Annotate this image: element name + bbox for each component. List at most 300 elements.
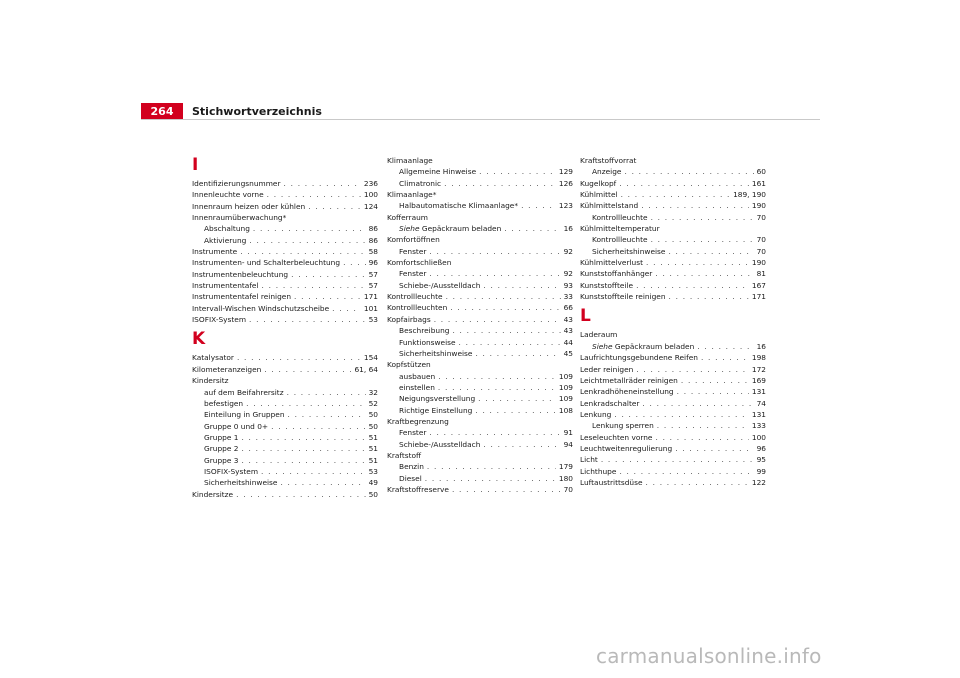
page-reference: 133 [751,421,766,431]
index-letter-heading: L [580,306,591,327]
index-subentry [387,246,573,257]
index-entry [192,280,378,291]
entry-term: Climatronic [399,178,442,188]
index-subentry [192,421,378,432]
page-reference: 86 [368,224,378,234]
index-letter-heading: I [192,155,199,175]
index-entry [580,466,766,477]
entry-term: Leuchtweitenregulierung [580,443,673,453]
dot-leader [636,364,749,375]
entry-term: Kunststoffteile reinigen [580,292,666,302]
dot-leader [657,420,749,431]
page-reference: 171 [751,292,766,302]
index-subentry [387,166,573,177]
page-reference: 49 [368,478,378,488]
index-entry-heading: Komfortschließen [387,258,452,268]
dot-leader [241,455,365,466]
page-reference: 92 [563,246,573,256]
page-reference: 167 [751,280,766,290]
dot-leader [434,314,561,325]
dot-leader [475,348,560,359]
index-column-1 [192,155,378,500]
dot-leader [521,200,556,211]
index-subentry [192,398,378,409]
dot-leader [701,352,749,363]
dot-leader [478,393,556,404]
dot-leader [343,257,366,268]
dot-leader [236,489,366,500]
dot-leader [288,409,366,420]
index-subentry [387,337,573,348]
page-reference: 81 [756,269,766,279]
dot-leader [668,246,753,257]
entry-term: Sicherheitshinweise [399,348,473,358]
entry-term: Kunststoffteile [580,280,634,290]
dot-leader [308,201,361,212]
dot-leader [624,166,753,177]
entry-term: Kontrollleuchten [387,303,448,313]
page-reference: 50 [368,421,378,431]
index-entry-heading: Laderaum [580,330,618,340]
index-subentry [387,371,573,382]
dot-leader [475,405,556,416]
entry-term [399,223,501,234]
dot-leader [438,382,556,393]
dot-leader [677,386,749,397]
page-reference: 108 [558,405,573,415]
page-reference: 96 [756,443,766,453]
dot-leader [271,421,366,432]
index-entry-heading: Kraftstoff [387,450,422,460]
index-subentry [387,200,573,211]
entry-term: Gruppe 3 [204,455,239,465]
dot-leader [619,178,749,189]
entry-term: Kontrollleuchte [592,235,648,245]
index-column-3 [580,155,766,488]
page-reference: 52 [368,398,378,408]
index-subentry [387,325,573,336]
entry-term: ISOFIX-System [204,466,259,476]
dot-leader [291,269,365,280]
entry-term: Schiebe-/Ausstelldach [399,439,481,449]
index-subentry [387,268,573,279]
entry-term: ausbauen [399,371,436,381]
dot-leader [262,280,366,291]
page-reference: 43 [563,314,573,324]
entry-term: Instrumentenbeleuchtung [192,269,289,279]
entry-term: Allgemeine Hinweise [399,167,477,177]
entry-term: Kraftstoffreserve [387,484,449,494]
entry-term: Funktionsweise [399,337,456,347]
dot-leader [264,364,351,375]
index-subentry [580,341,766,352]
index-subentry [580,246,766,257]
page-reference: 190 [751,258,766,268]
dot-leader [249,314,366,325]
dot-leader [655,432,748,443]
dot-leader [287,387,366,398]
entry-term: Sicherheitshinweise [204,478,278,488]
entry-term: Aktivierung [204,235,247,245]
index-entry [192,257,378,268]
page-reference: 109 [558,382,573,392]
index-entry [580,257,766,268]
dot-leader [504,223,560,234]
page-reference: 58 [368,247,378,257]
index-subentry [192,455,378,466]
index-entry [387,302,573,313]
index-entry [580,432,766,443]
page-reference: 190 [751,201,766,211]
page-reference: 169 [751,375,766,385]
page-reference: 91 [563,428,573,438]
index-entry [580,178,766,189]
index-entry-heading: Komfortöffnen [387,235,440,245]
index-entry [580,200,766,211]
index-entry [580,454,766,465]
dot-leader [697,341,753,352]
dot-leader [655,268,753,279]
index-entry [192,352,378,363]
page-reference: 124 [363,201,378,211]
entry-term: Kindersitze [192,489,234,499]
page-reference: 92 [563,269,573,279]
index-entry [192,201,378,212]
entry-term: Luftaustrittsdüse [580,477,643,487]
dot-leader [267,189,361,200]
header-divider [141,119,820,120]
index-subentry [192,223,378,234]
entry-term: Sicherheitshinweise [592,246,666,256]
entry-term: Diesel [399,473,422,483]
entry-term: einstellen [399,382,435,392]
page-reference: 179 [558,462,573,472]
entry-term: Lenkung sperren [592,421,654,431]
entry-term: Leichtmetallräder reinigen [580,375,678,385]
dot-leader [294,291,361,302]
dot-leader [429,427,560,438]
index-subentry [387,427,573,438]
dot-leader [452,325,560,336]
page-reference: 57 [368,281,378,291]
index-entry [192,303,378,314]
page-reference: 86 [368,235,378,245]
entry-term: Laufrichtungsgebundene Reifen [580,353,698,363]
index-entry [580,364,766,375]
page-reference: 43 [563,326,573,336]
entry-term: Kontrollleuchte [592,212,648,222]
entry-term: Kopfairbags [387,314,431,324]
index-entry-heading: Innenraumüberwachung* [192,213,287,223]
entry-term: Kühlmittel [580,190,618,200]
entry-term: Richtige Einstellung [399,405,473,415]
index-subentry [387,405,573,416]
dot-leader [444,178,556,189]
dot-leader [240,246,365,257]
index-entry [580,280,766,291]
entry-term: Gruppe 0 und 0+ [204,421,269,431]
entry-term: Instrumente [192,247,238,257]
index-subentry [192,477,378,488]
page-title: Stichwortverzeichnis [192,105,322,118]
entry-term: Fenster [399,246,427,256]
dot-leader [619,466,753,477]
dot-leader [675,443,753,454]
dot-leader [459,337,561,348]
entry-term: Lenkung [580,409,612,419]
index-letter-heading: K [192,329,206,350]
dot-leader [429,268,560,279]
page-reference: 180 [558,473,573,483]
index-entry-heading: Klimaanlage* [387,190,437,200]
page-reference: 131 [751,409,766,419]
entry-term: Instrumententafel [192,281,259,291]
entry-term: Abschaltung [204,224,250,234]
page-reference: 57 [368,269,378,279]
index-entry [192,489,378,500]
dot-leader [669,291,749,302]
index-subentry [192,443,378,454]
page-reference: 99 [756,466,766,476]
entry-term: Identifizierungsnummer [192,179,281,188]
page-reference: 93 [563,280,573,290]
entry-term: Fenster [399,269,427,279]
page-reference: 70 [756,212,766,222]
page-reference: 61, 64 [354,364,378,374]
dot-leader [261,466,366,477]
dot-leader [646,257,749,268]
entry-term: Kilometeranzeigen [192,364,262,374]
index-subentry [387,393,573,404]
entry-term-text: Gepäckraum beladen [421,224,502,234]
entry-term: Innenraum heizen oder kühlen [192,201,306,211]
page-reference: 131 [751,387,766,397]
page-reference: 122 [751,477,766,487]
page-reference: 95 [756,455,766,465]
page-reference: 100 [363,190,378,200]
index-subentry [387,473,573,484]
index-entry [387,291,573,302]
entry-term: Intervall-Wischen Windschutzscheibe [192,303,330,313]
page-reference: 45 [563,348,573,358]
index-entry [580,443,766,454]
entry-term-text: Gepäckraum beladen [614,341,695,351]
index-subentry [387,461,573,472]
entry-term: Instrumenten- und Schalterbeleuchtung [192,258,341,268]
page-reference: 129 [558,167,573,177]
page-reference: 154 [363,353,378,363]
index-subentry [387,348,573,359]
index-subentry [387,178,573,189]
dot-leader [681,375,749,386]
page-reference: 16 [756,341,766,351]
dot-leader [483,280,560,291]
index-column-2 [387,155,573,495]
entry-term: Leder reinigen [580,364,634,374]
page-reference: 44 [563,337,573,347]
page-reference: 109 [558,371,573,381]
index-entry-heading: Kopfstützen [387,360,431,370]
entry-term: Lichthupe [580,466,617,476]
page-reference: 172 [751,364,766,374]
dot-leader [427,461,556,472]
index-subentry [192,387,378,398]
index-subentry [387,382,573,393]
see-reference: Siehe [399,224,420,234]
dot-leader [483,439,560,450]
dot-leader [425,473,556,484]
index-entry [192,246,378,257]
index-subentry [580,420,766,431]
index-subentry [580,234,766,245]
index-entry [192,178,378,189]
dot-leader [284,178,361,189]
dot-leader [241,443,365,454]
page-reference: 100 [751,432,766,442]
page-reference: 70 [756,235,766,245]
page-reference: 94 [563,439,573,449]
entry-term [592,341,694,352]
dot-leader [641,200,749,211]
page-reference: 33 [563,292,573,302]
entry-term: Neigungsverstellung [399,394,476,404]
entry-term: Gruppe 1 [204,432,239,442]
index-subentry [387,223,573,234]
page-reference: 198 [751,353,766,363]
dot-leader [614,409,749,420]
dot-leader [636,280,749,291]
dot-leader [651,212,754,223]
index-entry [580,409,766,420]
page-reference: 126 [558,178,573,188]
entry-term: Lenkradhöheneinstellung [580,387,674,397]
index-subentry [192,409,378,420]
entry-term: befestigen [204,398,244,408]
dot-leader [249,235,365,246]
page-reference: 70 [756,246,766,256]
index-entry [192,269,378,280]
index-entry [192,291,378,302]
entry-term: Instrumententafel reinigen [192,292,292,302]
page-reference: 53 [368,315,378,325]
entry-term: Lenkradschalter [580,398,640,408]
entry-term: Benzin [399,462,424,472]
entry-term: Kunststoffanhänger [580,269,653,279]
entry-term: Beschreibung [399,326,450,336]
dot-leader [332,303,361,314]
index-entry [580,189,766,200]
dot-leader [601,454,754,465]
page-reference: 161 [751,178,766,188]
page-reference: 51 [368,455,378,465]
entry-term: Katalysator [192,353,234,363]
index-entry [580,386,766,397]
index-entry [580,477,766,488]
page-reference: 53 [368,466,378,476]
entry-term: Kontrollleuchte [387,292,443,302]
see-reference: Siehe [592,341,613,351]
page-reference: 70 [563,484,573,494]
dot-leader [479,166,556,177]
index-subentry [192,235,378,246]
index-entry-heading: Kühlmitteltemperatur [580,224,660,234]
entry-term: Schiebe-/Ausstelldach [399,280,481,290]
entry-term: Licht [580,455,598,465]
page-reference: 60 [756,167,766,177]
dot-leader [651,234,754,245]
index-subentry [192,466,378,477]
index-entry [580,352,766,363]
index-subentry [192,432,378,443]
entry-term: Kühlmittelstand [580,201,639,211]
dot-leader [450,302,560,313]
index-entry [192,314,378,325]
page-reference: 96 [368,258,378,268]
entry-term: Innenleuchte vorne [192,190,264,200]
page-reference: 66 [563,303,573,313]
entry-term: Einteilung in Gruppen [204,410,285,420]
index-entry-heading: Klimaanlage [387,156,433,165]
index-subentry [580,212,766,223]
page-reference: 171 [363,292,378,302]
dot-leader [246,398,365,409]
page-reference: 101 [363,303,378,313]
dot-leader [241,432,365,443]
page-reference: 51 [368,444,378,454]
page-reference: 32 [368,387,378,397]
dot-leader [642,398,753,409]
index-entry-heading: Kraftbegrenzung [387,416,449,426]
index-subentry [387,280,573,291]
page-number: 264 [141,103,183,120]
index-subentry [580,166,766,177]
dot-leader [446,291,561,302]
dot-leader [237,352,361,363]
index-entry [387,314,573,325]
page-reference: 123 [558,201,573,211]
index-entry [580,291,766,302]
page-reference: 236 [363,179,378,188]
entry-term: Kugelkopf [580,178,617,188]
page-reference: 51 [368,432,378,442]
index-entry [580,398,766,409]
index-entry [580,268,766,279]
entry-term: Halbautomatische Klimaanlage* [399,201,519,211]
dot-leader [280,477,365,488]
dot-leader [621,189,731,200]
index-subentry [387,439,573,450]
watermark: carmanualsonline.info [596,644,822,668]
index-entry-heading: Kindersitz [192,376,229,386]
entry-term: Leseleuchten vorne [580,432,653,442]
entry-term: auf dem Beifahrersitz [204,387,284,397]
index-entry-heading: Kraftstoffvorrat [580,156,637,165]
page-reference: 74 [756,398,766,408]
index-entry-heading: Kofferraum [387,212,428,222]
entry-term: Fenster [399,428,427,438]
dot-leader [438,371,556,382]
dot-leader [253,223,366,234]
dot-leader [452,484,561,495]
index-entry [192,189,378,200]
entry-term: Kühlmittelverlust [580,258,643,268]
page-reference: 189, 190 [733,190,766,200]
index-entry [192,364,378,375]
page-reference: 50 [368,489,378,499]
dot-leader [429,246,560,257]
entry-term: Gruppe 2 [204,444,239,454]
page-reference: 109 [558,394,573,404]
